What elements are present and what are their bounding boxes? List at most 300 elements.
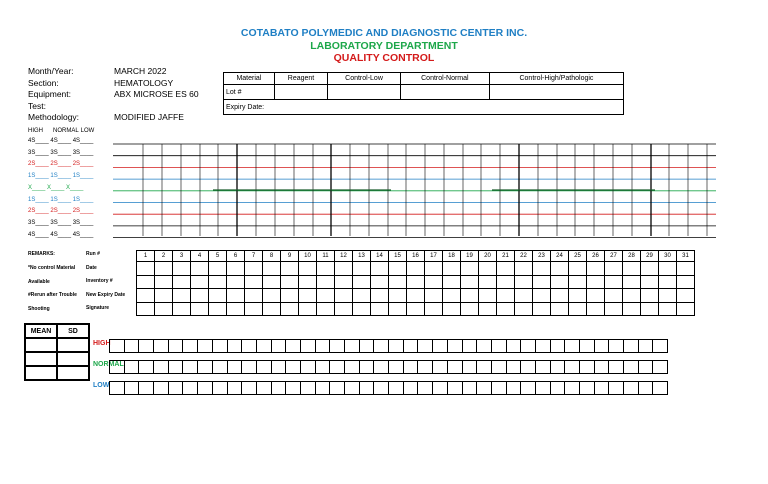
run-entry-cell[interactable] xyxy=(425,275,443,289)
stats-entry-box[interactable] xyxy=(212,381,228,395)
stats-entry-box[interactable] xyxy=(241,339,257,353)
stats-entry-box[interactable] xyxy=(388,360,404,374)
remarks-note: Available xyxy=(28,278,50,285)
stats-entry-box[interactable] xyxy=(594,360,610,374)
run-entry-cell[interactable] xyxy=(551,302,569,316)
run-entry-cell[interactable] xyxy=(335,289,353,303)
stats-entry-box[interactable] xyxy=(550,381,566,395)
run-number-cell: 26 xyxy=(587,251,605,262)
run-number-cell: 25 xyxy=(569,251,587,262)
run-entry-cell[interactable] xyxy=(407,289,425,303)
run-entry-cell[interactable] xyxy=(443,262,461,276)
stats-entry-box[interactable] xyxy=(329,360,345,374)
stats-entry-box[interactable] xyxy=(652,381,668,395)
stats-entry-box[interactable] xyxy=(564,360,580,374)
mean-low-cell[interactable] xyxy=(25,366,57,380)
run-number-cell: 23 xyxy=(533,251,551,262)
run-entry-cell[interactable] xyxy=(641,302,659,316)
run-entry-cell[interactable] xyxy=(281,262,299,276)
run-entry-cell[interactable] xyxy=(389,275,407,289)
stats-entry-box[interactable] xyxy=(506,360,522,374)
stats-entry-box[interactable] xyxy=(594,339,610,353)
stats-entry-box[interactable] xyxy=(197,339,213,353)
stats-entry-box[interactable] xyxy=(344,339,360,353)
stats-entry-box[interactable] xyxy=(462,360,478,374)
run-entry-cell[interactable] xyxy=(425,289,443,303)
stats-entry-box[interactable] xyxy=(520,339,536,353)
run-row-label: Run # xyxy=(86,251,100,257)
run-entry-cell[interactable] xyxy=(533,275,551,289)
run-entry-cell[interactable] xyxy=(227,275,245,289)
stats-entry-box[interactable] xyxy=(182,381,198,395)
lot-label: Lot # xyxy=(224,85,275,100)
run-entry-cell[interactable] xyxy=(605,262,623,276)
stats-entry-box[interactable] xyxy=(638,381,654,395)
stats-entry-box[interactable] xyxy=(462,381,478,395)
stats-entry-box[interactable] xyxy=(182,360,198,374)
run-entry-cell[interactable] xyxy=(659,302,677,316)
run-entry-cell[interactable] xyxy=(533,289,551,303)
stats-entry-box[interactable] xyxy=(373,381,389,395)
run-entry-cell[interactable] xyxy=(335,262,353,276)
run-entry-cell[interactable] xyxy=(299,262,317,276)
run-entry-cell[interactable] xyxy=(353,302,371,316)
run-entry-cell[interactable] xyxy=(173,262,191,276)
run-entry-cell[interactable] xyxy=(461,262,479,276)
mean-sd-row-low xyxy=(25,366,89,380)
stats-entry-box[interactable] xyxy=(124,360,140,374)
run-entry-cell[interactable] xyxy=(515,289,533,303)
run-entry-cell[interactable] xyxy=(245,289,263,303)
control-high-header: Control-High/Pathologic xyxy=(489,73,623,85)
stats-entry-box[interactable] xyxy=(315,339,331,353)
level-column-header: HIGH xyxy=(28,128,43,134)
run-entry-cell[interactable] xyxy=(623,302,641,316)
level-row-label: X____ X____ X____ xyxy=(28,184,84,191)
stats-entry-box[interactable] xyxy=(197,381,213,395)
stats-entry-box[interactable] xyxy=(432,339,448,353)
stats-entry-box[interactable] xyxy=(109,381,125,395)
run-entry-cell[interactable] xyxy=(533,262,551,276)
stats-entry-box[interactable] xyxy=(315,360,331,374)
stats-entry-box[interactable] xyxy=(564,381,580,395)
run-entry-cell[interactable] xyxy=(641,275,659,289)
run-entry-cell[interactable] xyxy=(587,302,605,316)
run-entry-cell[interactable] xyxy=(227,302,245,316)
level-row-label: 2S____ 2S____ 2S____ xyxy=(28,161,94,168)
stats-entry-box[interactable] xyxy=(285,381,301,395)
stats-box-row xyxy=(110,339,668,353)
stats-entry-box[interactable] xyxy=(476,381,492,395)
run-entry-cell[interactable] xyxy=(443,289,461,303)
stats-entry-box[interactable] xyxy=(329,339,345,353)
stats-box-row xyxy=(110,360,668,374)
stats-entry-box[interactable] xyxy=(344,381,360,395)
run-table xyxy=(136,250,695,316)
stats-entry-box[interactable] xyxy=(579,339,595,353)
stats-entry-box[interactable] xyxy=(388,339,404,353)
stats-entry-box[interactable] xyxy=(403,381,419,395)
mean-high-cell[interactable] xyxy=(25,338,57,352)
stats-entry-box[interactable] xyxy=(506,339,522,353)
stats-entry-box[interactable] xyxy=(256,360,272,374)
run-entry-cell[interactable] xyxy=(263,262,281,276)
stats-entry-box[interactable] xyxy=(138,360,154,374)
stats-entry-box[interactable] xyxy=(344,360,360,374)
stats-entry-box[interactable] xyxy=(652,339,668,353)
info-value: HEMATOLOGY xyxy=(114,77,174,88)
run-entry-cell[interactable] xyxy=(677,275,695,289)
stats-entry-box[interactable] xyxy=(432,360,448,374)
stats-entry-box[interactable] xyxy=(520,360,536,374)
run-entry-cell[interactable] xyxy=(515,275,533,289)
run-entry-cell[interactable] xyxy=(317,289,335,303)
stats-entry-box[interactable] xyxy=(491,381,507,395)
stats-entry-box[interactable] xyxy=(153,360,169,374)
run-entry-cell[interactable] xyxy=(425,302,443,316)
stats-entry-box[interactable] xyxy=(608,381,624,395)
run-entry-cell[interactable] xyxy=(191,262,209,276)
stats-entry-box[interactable] xyxy=(579,381,595,395)
run-entry-cell[interactable] xyxy=(263,302,281,316)
run-entry-cell[interactable] xyxy=(227,289,245,303)
run-entry-cell[interactable] xyxy=(245,262,263,276)
sd-normal-cell[interactable] xyxy=(57,352,89,366)
run-entry-cell[interactable] xyxy=(263,289,281,303)
stats-entry-box[interactable] xyxy=(535,339,551,353)
level-row-label: 4S____ 4S____ 4S____ xyxy=(28,231,94,238)
run-entry-cell[interactable] xyxy=(623,262,641,276)
stats-entry-box[interactable] xyxy=(256,381,272,395)
stats-entry-box[interactable] xyxy=(403,339,419,353)
run-entry-cell[interactable] xyxy=(659,262,677,276)
run-table-row xyxy=(137,275,695,289)
run-entry-cell[interactable] xyxy=(245,275,263,289)
run-number-cell: 13 xyxy=(353,251,371,262)
stats-entry-box[interactable] xyxy=(373,360,389,374)
run-number-cell: 14 xyxy=(371,251,389,262)
stats-entry-box[interactable] xyxy=(197,360,213,374)
stats-entry-box[interactable] xyxy=(447,360,463,374)
level-row-label: 3S____ 3S____ 3S____ xyxy=(28,149,94,156)
run-entry-cell[interactable] xyxy=(497,289,515,303)
run-entry-cell[interactable] xyxy=(227,262,245,276)
run-entry-cell[interactable] xyxy=(209,302,227,316)
run-entry-cell[interactable] xyxy=(425,262,443,276)
stats-entry-box[interactable] xyxy=(388,381,404,395)
stats-entry-box[interactable] xyxy=(417,381,433,395)
run-entry-cell[interactable] xyxy=(209,275,227,289)
run-entry-cell[interactable] xyxy=(515,262,533,276)
run-entry-cell[interactable] xyxy=(551,275,569,289)
run-number-cell: 20 xyxy=(479,251,497,262)
stats-entry-box[interactable] xyxy=(506,381,522,395)
level-row-label: 2S____ 2S____ 2S____ xyxy=(28,208,94,215)
run-entry-cell[interactable] xyxy=(353,275,371,289)
run-number-cell: 6 xyxy=(227,251,245,262)
run-entry-cell[interactable] xyxy=(173,275,191,289)
stats-entry-box[interactable] xyxy=(241,360,257,374)
run-entry-cell[interactable] xyxy=(371,289,389,303)
stats-entry-box[interactable] xyxy=(432,381,448,395)
remarks-note: *No control Material xyxy=(28,265,76,271)
stats-entry-box[interactable] xyxy=(373,339,389,353)
stats-entry-box[interactable] xyxy=(124,381,140,395)
run-entry-cell[interactable] xyxy=(605,302,623,316)
sd-high-cell[interactable] xyxy=(57,338,89,352)
stats-entry-box[interactable] xyxy=(623,360,639,374)
control-normal-header: Control-Normal xyxy=(400,73,489,85)
run-entry-cell[interactable] xyxy=(137,262,155,276)
run-entry-cell[interactable] xyxy=(299,275,317,289)
run-entry-cell[interactable] xyxy=(479,302,497,316)
run-entry-cell[interactable] xyxy=(137,302,155,316)
run-entry-cell[interactable] xyxy=(587,262,605,276)
run-entry-cell[interactable] xyxy=(173,302,191,316)
level-row-label: 3S____ 3S____ 3S____ xyxy=(28,219,94,226)
run-entry-cell[interactable] xyxy=(533,302,551,316)
stats-entry-box[interactable] xyxy=(623,381,639,395)
stats-entry-box[interactable] xyxy=(300,339,316,353)
form-title: QUALITY CONTROL xyxy=(333,52,435,64)
run-entry-cell[interactable] xyxy=(551,289,569,303)
run-entry-cell[interactable] xyxy=(587,289,605,303)
run-entry-cell[interactable] xyxy=(281,275,299,289)
stats-entry-box[interactable] xyxy=(476,339,492,353)
run-entry-cell[interactable] xyxy=(569,289,587,303)
run-entry-cell[interactable] xyxy=(551,262,569,276)
run-entry-cell[interactable] xyxy=(461,302,479,316)
run-number-cell: 3 xyxy=(173,251,191,262)
run-entry-cell[interactable] xyxy=(191,302,209,316)
run-entry-cell[interactable] xyxy=(389,289,407,303)
stats-entry-box[interactable] xyxy=(417,360,433,374)
run-table-row xyxy=(137,262,695,276)
run-entry-cell[interactable] xyxy=(137,275,155,289)
stats-entry-box[interactable] xyxy=(447,339,463,353)
run-entry-cell[interactable] xyxy=(281,289,299,303)
stats-entry-box[interactable] xyxy=(124,339,140,353)
run-number-cell: 5 xyxy=(209,251,227,262)
run-entry-cell[interactable] xyxy=(389,302,407,316)
run-entry-cell[interactable] xyxy=(587,275,605,289)
run-entry-cell[interactable] xyxy=(569,302,587,316)
stats-entry-box[interactable] xyxy=(315,381,331,395)
stats-entry-box[interactable] xyxy=(608,360,624,374)
stats-entry-box[interactable] xyxy=(138,339,154,353)
run-entry-cell[interactable] xyxy=(209,262,227,276)
level-row-label: 4S____ 4S____ 4S____ xyxy=(28,138,94,144)
run-entry-cell[interactable] xyxy=(191,275,209,289)
info-label: Test: xyxy=(28,100,46,111)
stats-entry-box[interactable] xyxy=(227,360,243,374)
run-number-cell: 29 xyxy=(641,251,659,262)
info-label: Equipment: xyxy=(28,89,71,99)
run-entry-cell[interactable] xyxy=(479,262,497,276)
stats-entry-box[interactable] xyxy=(550,360,566,374)
run-number-cell: 27 xyxy=(605,251,623,262)
level-column-headers xyxy=(28,128,96,134)
stats-entry-box[interactable] xyxy=(285,360,301,374)
stats-entry-box[interactable] xyxy=(212,339,228,353)
run-entry-cell[interactable] xyxy=(461,289,479,303)
run-entry-cell[interactable] xyxy=(659,275,677,289)
stats-entry-box[interactable] xyxy=(652,360,668,374)
run-entry-cell[interactable] xyxy=(407,302,425,316)
run-table-row xyxy=(137,251,695,262)
stats-entry-box[interactable] xyxy=(300,360,316,374)
run-entry-cell[interactable] xyxy=(335,302,353,316)
stats-entry-box[interactable] xyxy=(212,360,228,374)
run-entry-cell[interactable] xyxy=(479,289,497,303)
run-entry-cell[interactable] xyxy=(515,302,533,316)
run-entry-cell[interactable] xyxy=(641,289,659,303)
level-column-header: LOW xyxy=(80,128,95,134)
run-entry-cell[interactable] xyxy=(641,262,659,276)
run-entry-cell[interactable] xyxy=(371,302,389,316)
stats-entry-box[interactable] xyxy=(227,339,243,353)
run-entry-cell[interactable] xyxy=(209,289,227,303)
run-entry-cell[interactable] xyxy=(155,302,173,316)
run-entry-cell[interactable] xyxy=(353,262,371,276)
stats-entry-box[interactable] xyxy=(535,381,551,395)
info-value: ABX MICROSE ES 60 xyxy=(114,89,199,99)
stats-entry-box[interactable] xyxy=(520,381,536,395)
stats-box-row xyxy=(110,381,668,395)
run-entry-cell[interactable] xyxy=(623,275,641,289)
run-entry-cell[interactable] xyxy=(371,275,389,289)
stats-entry-box[interactable] xyxy=(271,360,287,374)
stats-entry-box[interactable] xyxy=(462,339,478,353)
stats-entry-box[interactable] xyxy=(109,360,125,374)
stats-level-label: LOW xyxy=(93,382,110,389)
stats-entry-box[interactable] xyxy=(564,339,580,353)
run-entry-cell[interactable] xyxy=(569,275,587,289)
stats-entry-box[interactable] xyxy=(168,339,184,353)
run-entry-cell[interactable] xyxy=(569,262,587,276)
remarks-title: REMARKS: xyxy=(28,251,55,257)
stats-entry-box[interactable] xyxy=(491,360,507,374)
stats-entry-box[interactable] xyxy=(417,339,433,353)
run-entry-cell[interactable] xyxy=(299,302,317,316)
sd-low-cell[interactable] xyxy=(57,366,89,380)
run-entry-cell[interactable] xyxy=(389,262,407,276)
run-entry-cell[interactable] xyxy=(461,275,479,289)
stats-level-label: NORMAL xyxy=(93,361,124,368)
stats-entry-box[interactable] xyxy=(608,339,624,353)
run-entry-cell[interactable] xyxy=(605,275,623,289)
stats-entry-box[interactable] xyxy=(623,339,639,353)
stats-entry-box[interactable] xyxy=(359,339,375,353)
run-entry-cell[interactable] xyxy=(173,289,191,303)
run-entry-cell[interactable] xyxy=(317,275,335,289)
stats-entry-box[interactable] xyxy=(182,339,198,353)
run-entry-cell[interactable] xyxy=(407,262,425,276)
mean-normal-cell[interactable] xyxy=(25,352,57,366)
stats-entry-box[interactable] xyxy=(476,360,492,374)
run-entry-cell[interactable] xyxy=(371,262,389,276)
run-entry-cell[interactable] xyxy=(497,302,515,316)
stats-entry-box[interactable] xyxy=(256,339,272,353)
run-entry-cell[interactable] xyxy=(407,275,425,289)
stats-entry-box[interactable] xyxy=(153,381,169,395)
stats-entry-box[interactable] xyxy=(241,381,257,395)
run-entry-cell[interactable] xyxy=(317,262,335,276)
run-entry-cell[interactable] xyxy=(623,289,641,303)
stats-entry-box[interactable] xyxy=(138,381,154,395)
run-entry-cell[interactable] xyxy=(245,302,263,316)
mean-sd-header-row xyxy=(25,324,89,338)
mean-header: MEAN xyxy=(25,324,57,338)
run-entry-cell[interactable] xyxy=(677,262,695,276)
info-value: MODIFIED JAFFE xyxy=(114,112,184,122)
run-number-cell: 2 xyxy=(155,251,173,262)
run-entry-cell[interactable] xyxy=(263,275,281,289)
run-entry-cell[interactable] xyxy=(155,289,173,303)
run-entry-cell[interactable] xyxy=(281,302,299,316)
mean-sd-table xyxy=(24,323,90,381)
info-label: Section: xyxy=(28,77,59,88)
stats-entry-box[interactable] xyxy=(300,381,316,395)
run-number-cell: 9 xyxy=(281,251,299,262)
stats-entry-box[interactable] xyxy=(285,339,301,353)
run-entry-cell[interactable] xyxy=(443,275,461,289)
stats-entry-box[interactable] xyxy=(403,360,419,374)
run-entry-cell[interactable] xyxy=(155,262,173,276)
stats-entry-box[interactable] xyxy=(535,360,551,374)
stats-entry-box[interactable] xyxy=(491,339,507,353)
run-entry-cell[interactable] xyxy=(191,289,209,303)
level-row-label: 1S____ 1S____ 1S____ xyxy=(28,173,94,180)
stats-entry-box[interactable] xyxy=(447,381,463,395)
stats-entry-box[interactable] xyxy=(638,339,654,353)
run-entry-cell[interactable] xyxy=(335,275,353,289)
stats-entry-box[interactable] xyxy=(153,339,169,353)
stats-entry-box[interactable] xyxy=(329,381,345,395)
stats-entry-box[interactable] xyxy=(168,360,184,374)
run-row-label: Inventory # xyxy=(86,278,113,284)
run-entry-cell[interactable] xyxy=(497,275,515,289)
stats-entry-box[interactable] xyxy=(594,381,610,395)
run-entry-cell[interactable] xyxy=(677,289,695,303)
stats-entry-box[interactable] xyxy=(359,360,375,374)
stats-entry-box[interactable] xyxy=(579,360,595,374)
material-header: Material xyxy=(224,73,275,85)
stats-entry-box[interactable] xyxy=(227,381,243,395)
run-entry-cell[interactable] xyxy=(677,302,695,316)
org-name: COTABATO POLYMEDIC AND DIAGNOSTIC CENTER INC. xyxy=(240,27,528,39)
run-entry-cell[interactable] xyxy=(353,289,371,303)
run-number-cell: 8 xyxy=(263,251,281,262)
run-entry-cell[interactable] xyxy=(443,302,461,316)
expiry-label[interactable]: Expiry Date: xyxy=(224,100,624,115)
stats-entry-box[interactable] xyxy=(271,339,287,353)
run-entry-cell[interactable] xyxy=(155,275,173,289)
stats-entry-box[interactable] xyxy=(550,339,566,353)
run-entry-cell[interactable] xyxy=(479,275,497,289)
stats-entry-box[interactable] xyxy=(168,381,184,395)
run-entry-cell[interactable] xyxy=(299,289,317,303)
run-entry-cell[interactable] xyxy=(497,262,515,276)
run-entry-cell[interactable] xyxy=(659,289,677,303)
stats-entry-box[interactable] xyxy=(359,381,375,395)
run-entry-cell[interactable] xyxy=(317,302,335,316)
run-entry-cell[interactable] xyxy=(137,289,155,303)
stats-entry-box[interactable] xyxy=(109,339,125,353)
stats-entry-box[interactable] xyxy=(638,360,654,374)
run-entry-cell[interactable] xyxy=(605,289,623,303)
stats-entry-box[interactable] xyxy=(271,381,287,395)
